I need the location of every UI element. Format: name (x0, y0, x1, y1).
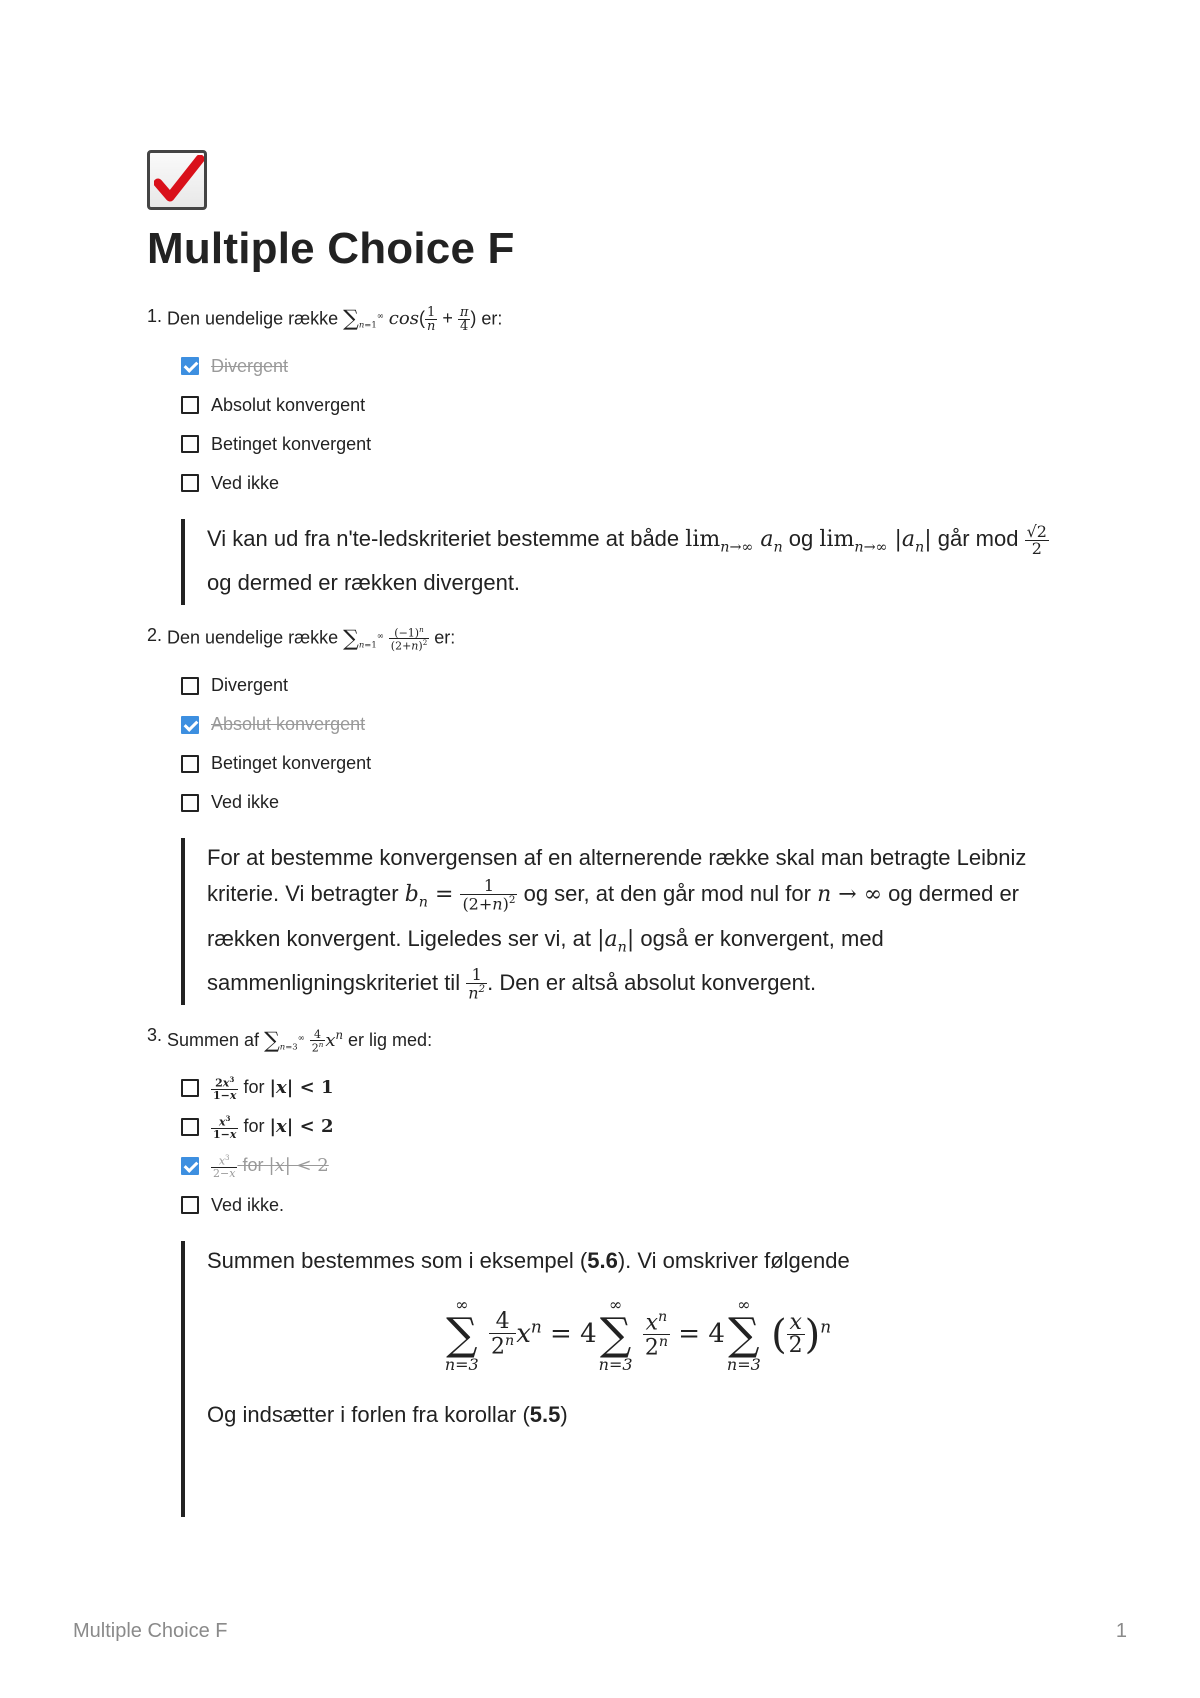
question-1-prompt (147, 302, 1067, 339)
bn-formula: $b_n$ = $\frac{1}{(2+n)^2}$ (404, 876, 516, 914)
option-label: Divergent (211, 355, 289, 376)
question-1 (147, 302, 1067, 605)
abs-an-formula: $|a_n|$ (597, 926, 635, 956)
option-divergent[interactable] (181, 666, 1067, 705)
checkbox-checked[interactable] (181, 1157, 199, 1175)
check-mark-emoji-icon (147, 150, 207, 210)
option-for-word: for (243, 1077, 265, 1098)
option-for-word: for (243, 1116, 265, 1137)
checkbox[interactable] (181, 677, 199, 695)
question-number: 3. (147, 1025, 163, 1046)
question-suffix: er: (434, 627, 456, 648)
option-conditional-convergent[interactable] (181, 425, 1067, 464)
options-list (147, 666, 1067, 822)
option-dont-know[interactable] (181, 1186, 1067, 1225)
option-label: Absolut konvergent (211, 714, 366, 735)
series-formula: $\sum_{n=1}^\infty$ $\frac{(-1)^n}{(2+n)^2}$ (343, 624, 428, 654)
explanation-text: ) (560, 1401, 568, 1427)
document-page (147, 150, 1067, 1533)
n-to-infinity-formula: n → ∞ (817, 882, 883, 908)
option-label: Ved ikke (211, 472, 280, 493)
option-for-word: for (242, 1155, 264, 1176)
option-label: Betinget konvergent (211, 753, 372, 774)
display-equation: ∞ ∑ n=3 $\frac{4}{2^n}$ $x^n = 4$ ∞ ∑ n=3 $\frac{x^n}{2^n}$ = 4 ∞ ∑ n=3 ( $\frac{x}{2}$ )$^n$ (444, 1294, 832, 1374)
explanation-text: For at bestemme konvergensen af en alternerende række skal man betragte Leibniz kriterie. Vi betragter (207, 845, 1027, 907)
option-absolute-convergent[interactable] (181, 386, 1067, 425)
explanation-text: ). Vi omskriver følgende (617, 1247, 850, 1273)
explanation-text: går mod (937, 525, 1019, 551)
question-3 (147, 1021, 1067, 1517)
question-prefix: Den uendelige række (167, 308, 339, 329)
option-formula: $\frac{2x^3}{1-x}$ for |x| < 1 (213, 1075, 334, 1102)
checkbox[interactable] (181, 396, 199, 414)
explanation-text: og dermed er rækken konvergent. Ligeledes ser vi, at (207, 881, 1020, 951)
checkbox[interactable] (181, 474, 199, 492)
explanation-text: Og indsætter i forlen fra korollar ( (207, 1401, 530, 1427)
sqrt2-over-2-formula: $\frac{√2}{2}$ (1026, 521, 1047, 558)
question-3-prompt (147, 1021, 1067, 1061)
reference-link[interactable]: 5.6 (587, 1247, 618, 1273)
options-list (147, 1069, 1067, 1225)
option-label: Ved ikke (211, 792, 280, 813)
option-conditional-convergent[interactable] (181, 744, 1067, 783)
page-footer (73, 1620, 1127, 1643)
page-title: Multiple Choice F (147, 224, 515, 273)
explanation-text: og ser, at den går mod nul for (523, 881, 811, 907)
option-label: Absolut konvergent (211, 394, 366, 415)
one-over-n-squared-formula: $\frac{1}{n^2}$ (468, 965, 486, 1003)
options-list (147, 347, 1067, 503)
page-number: 1 (1115, 1620, 1127, 1642)
explanation-text: og (788, 525, 814, 551)
option-c[interactable] (181, 1147, 1067, 1186)
question-suffix: er lig med: (348, 1030, 433, 1051)
explanation-text: også er konvergent, med sammenligningskriteriet til (207, 925, 884, 996)
option-label: Ved ikke. (211, 1194, 285, 1215)
explanation-2 (181, 838, 1067, 1005)
option-absolute-convergent[interactable] (181, 705, 1067, 744)
explanation-3 (181, 1241, 1067, 1517)
limit-formula: $\lim_{n\to\infty} a_n$ (685, 526, 783, 556)
option-formula: $\frac{x^3}{1-x}$ for |x| < 2 (213, 1114, 334, 1141)
checkbox[interactable] (181, 1118, 199, 1136)
option-a[interactable] (181, 1069, 1067, 1108)
series-formula: $\sum_{n=1}^\infty$ cos( $\frac{1}{n}$ + $\frac{\pi}{4}$ ) (343, 305, 482, 335)
checkbox-checked[interactable] (181, 357, 199, 375)
footer-title: Multiple Choice F (73, 1620, 228, 1642)
option-dont-know[interactable] (181, 464, 1067, 503)
option-label: Betinget konvergent (211, 433, 372, 454)
question-2-prompt (147, 621, 1067, 658)
question-number: 1. (147, 306, 163, 326)
option-b[interactable] (181, 1108, 1067, 1147)
checkbox[interactable] (181, 435, 199, 453)
explanation-text: Vi kan ud fra n'te-ledskriteriet bestemme at både (207, 525, 680, 551)
explanation-1 (181, 519, 1067, 605)
limit-abs-formula: $\lim_{n\to\infty} |a_n|$ (819, 526, 932, 556)
question-suffix: er: (481, 308, 503, 329)
question-prefix: Den uendelige række (167, 627, 339, 648)
checkbox[interactable] (181, 1196, 199, 1214)
option-formula: $\frac{x^3}{2-x}$ for |x| < 2 (213, 1153, 329, 1180)
question-2 (147, 621, 1067, 1005)
option-divergent[interactable] (181, 347, 1067, 386)
checkbox-checked[interactable] (181, 716, 199, 734)
option-dont-know[interactable] (181, 783, 1067, 822)
series-formula: $\sum_{n=3}^\infty$ $\frac{4}{2^n}$ $x^n$ (264, 1028, 344, 1055)
question-number: 2. (147, 625, 163, 646)
checkbox[interactable] (181, 1079, 199, 1097)
explanation-text: Summen bestemmes som i eksempel ( (207, 1247, 588, 1273)
option-label: Divergent (211, 675, 289, 696)
explanation-text: og dermed er rækken divergent. (207, 570, 521, 596)
reference-link[interactable]: 5.5 (529, 1401, 561, 1427)
checkbox[interactable] (181, 794, 199, 812)
checkbox[interactable] (181, 755, 199, 773)
explanation-text: . Den er altså absolut konvergent. (487, 970, 817, 996)
question-prefix: Summen af (167, 1030, 260, 1051)
